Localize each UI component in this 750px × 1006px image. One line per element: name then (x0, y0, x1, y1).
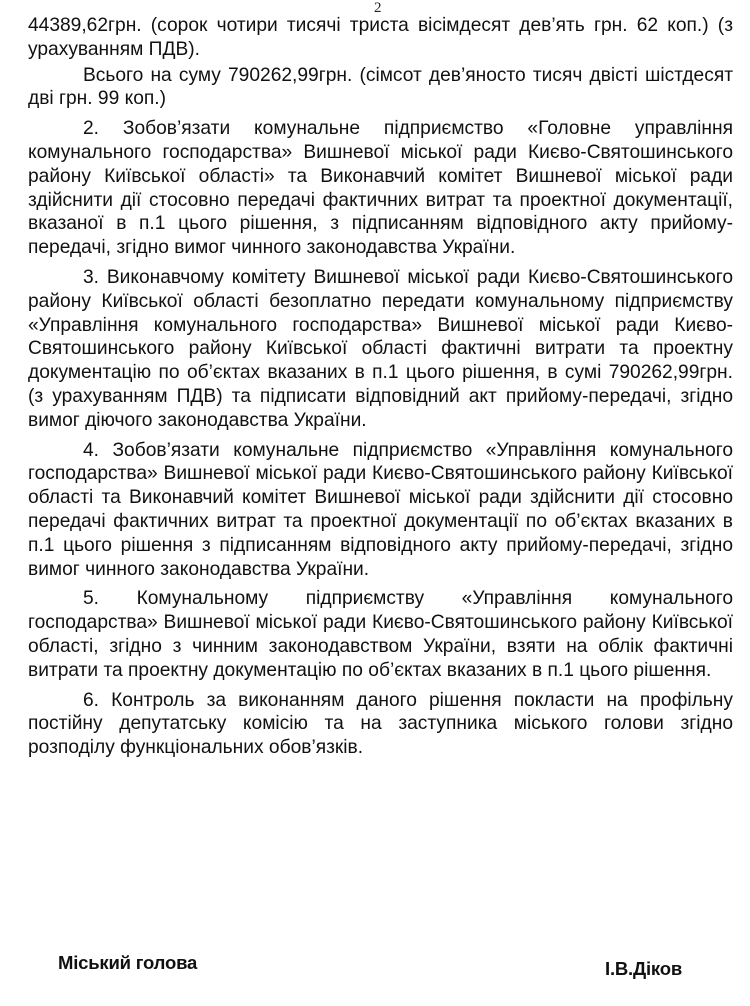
page-number: 2 (374, 0, 382, 16)
paragraph-item-4: 4. Зобов’язати комунальне підприємство «Управління комунального господарства» Вишневої міської ради Києво-Святошинського району Київської області та Виконавчий комітет Вишневої міської ради здійснити дії стосовно передачі фактичних витрат та проектної документації по об’єктах вказаних в п.1 цього рішення з підписанням відповідного акту прийому-передачі, згідно вимог чинного законодавства України. (28, 439, 733, 580)
paragraph-item-5: 5. Комунальному підприємству «Управління комунального господарства» Вишневої міської ради Києво-Святошинського району Київської області, згідно з чинним законодавством України, взяти на облік фактичні витрати та проектну документацію по об’єктах вказаних в п.1 цього рішення. (28, 588, 733, 681)
paragraph-item-6: 6. Контроль за виконанням даного рішення покласти на профільну постійну депутатську комісію та на заступника міського голови згідно розподілу функціональних обов’язків. (28, 689, 733, 759)
signature-title: Міський голова (58, 952, 198, 973)
signature-name: І.В.Діков (605, 958, 682, 979)
document-body (28, 14, 733, 762)
paragraph-total: Всього на суму 790262,99грн. (сімсот дев’яносто тисяч двісті шістдесят дві грн. 99 коп.) (28, 64, 733, 110)
paragraph-item-2: 2. Зобов’язати комунальне підприємство «Головне управління комунального господарства» Вишневої міської ради Києво-Святошинського району Київської області» та Виконавчий комітет Вишневої міської ради здійснити дії стосовно передачі фактичних витрат та проектної документації, вказаної в п.1 цього рішення, з підписанням відповідного акту прийому-передачі, згідно вимог чинного законодавства України. (28, 118, 733, 259)
paragraph-amount-continuation: 44389,62грн. (сорок чотири тисячі триста вісімдесят дев’ять грн. 62 коп.) (з урахуванням ПДВ). (28, 15, 733, 60)
paragraph-item-3: 3. Виконавчому комітету Вишневої міської ради Києво-Святошинського району Київської області безоплатно передати комунальному підприємству «Управління комунального господарства» Вишневої міської ради Києво-Святошинського району Київської області фактичні витрати та проектну документацію по об’єктах вказаних в п.1 цього рішення, в сумі 790262,99грн. (з урахуванням ПДВ) та підписати відповідний акт прийому-передачі, згідно вимог діючого законодавства України. (28, 266, 733, 431)
